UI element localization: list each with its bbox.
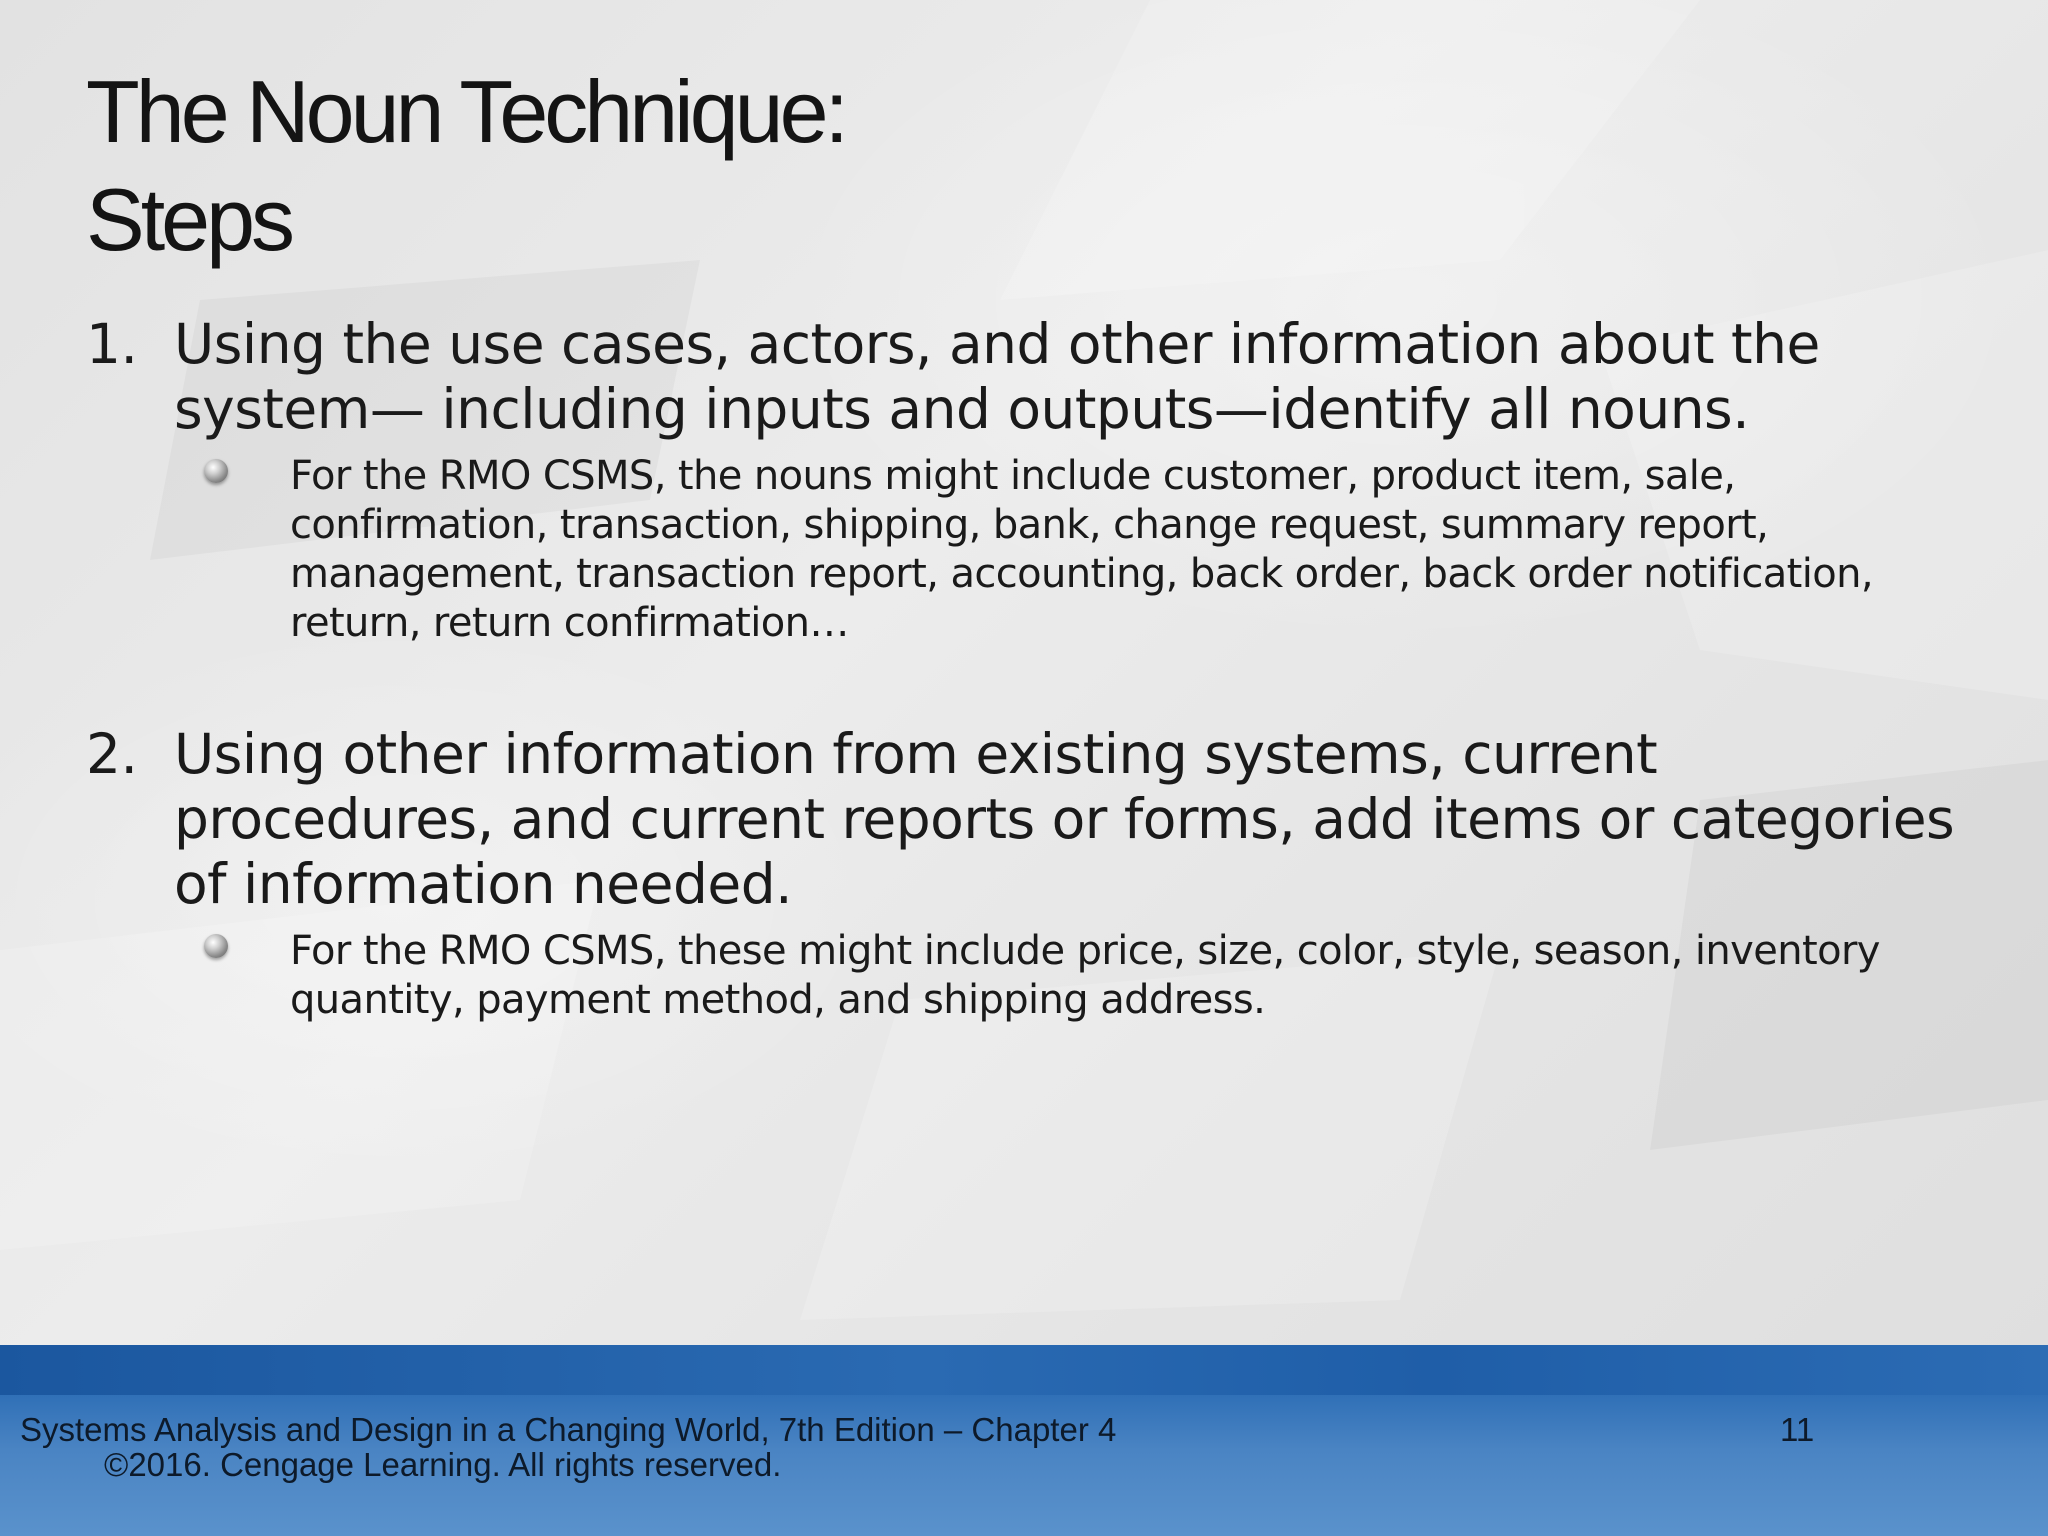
step-2-subpoint	[290, 927, 1990, 1025]
step-2	[86, 722, 1986, 917]
step-1-number: 1.	[86, 312, 138, 376]
step-2-text: Using other information from existing systems, current procedures, and current reports or forms, add items or categories of information needed.	[174, 722, 1955, 916]
step-1-subpoint	[290, 452, 1990, 648]
step-1	[86, 312, 1986, 442]
footer-line-1: Systems Analysis and Design in a Changing World, 7th Edition – Chapter 4	[20, 1411, 1117, 1448]
spacer	[86, 648, 1986, 722]
footer-text	[20, 1412, 1116, 1482]
bullet-icon	[204, 934, 228, 958]
step-1-subpoint-text: For the RMO CSMS, the nouns might include customer, product item, sale, confirmation, transaction, shipping, bank, change request, summary report, management, transaction report, accounting, back order, back order notification, return, return confirmation…	[290, 453, 1873, 646]
slide-title	[86, 58, 1586, 274]
title-line-1: The Noun Technique:	[86, 62, 845, 161]
bullet-icon	[204, 459, 228, 483]
page-number: 11	[1780, 1411, 1815, 1448]
slide-content	[86, 312, 1986, 1025]
step-2-number: 2.	[86, 722, 138, 786]
title-line-2: Steps	[86, 170, 292, 269]
step-2-subpoint-text: For the RMO CSMS, these might include price, size, color, style, season, inventory quantity, payment method, and shipping address.	[290, 928, 1880, 1023]
step-1-text: Using the use cases, actors, and other information about the system— including inputs and outputs—identify all nouns.	[174, 312, 1820, 441]
footer-line-2: ©2016. Cengage Learning. All rights reserved.	[104, 1446, 782, 1483]
footer-band	[0, 1345, 2048, 1395]
